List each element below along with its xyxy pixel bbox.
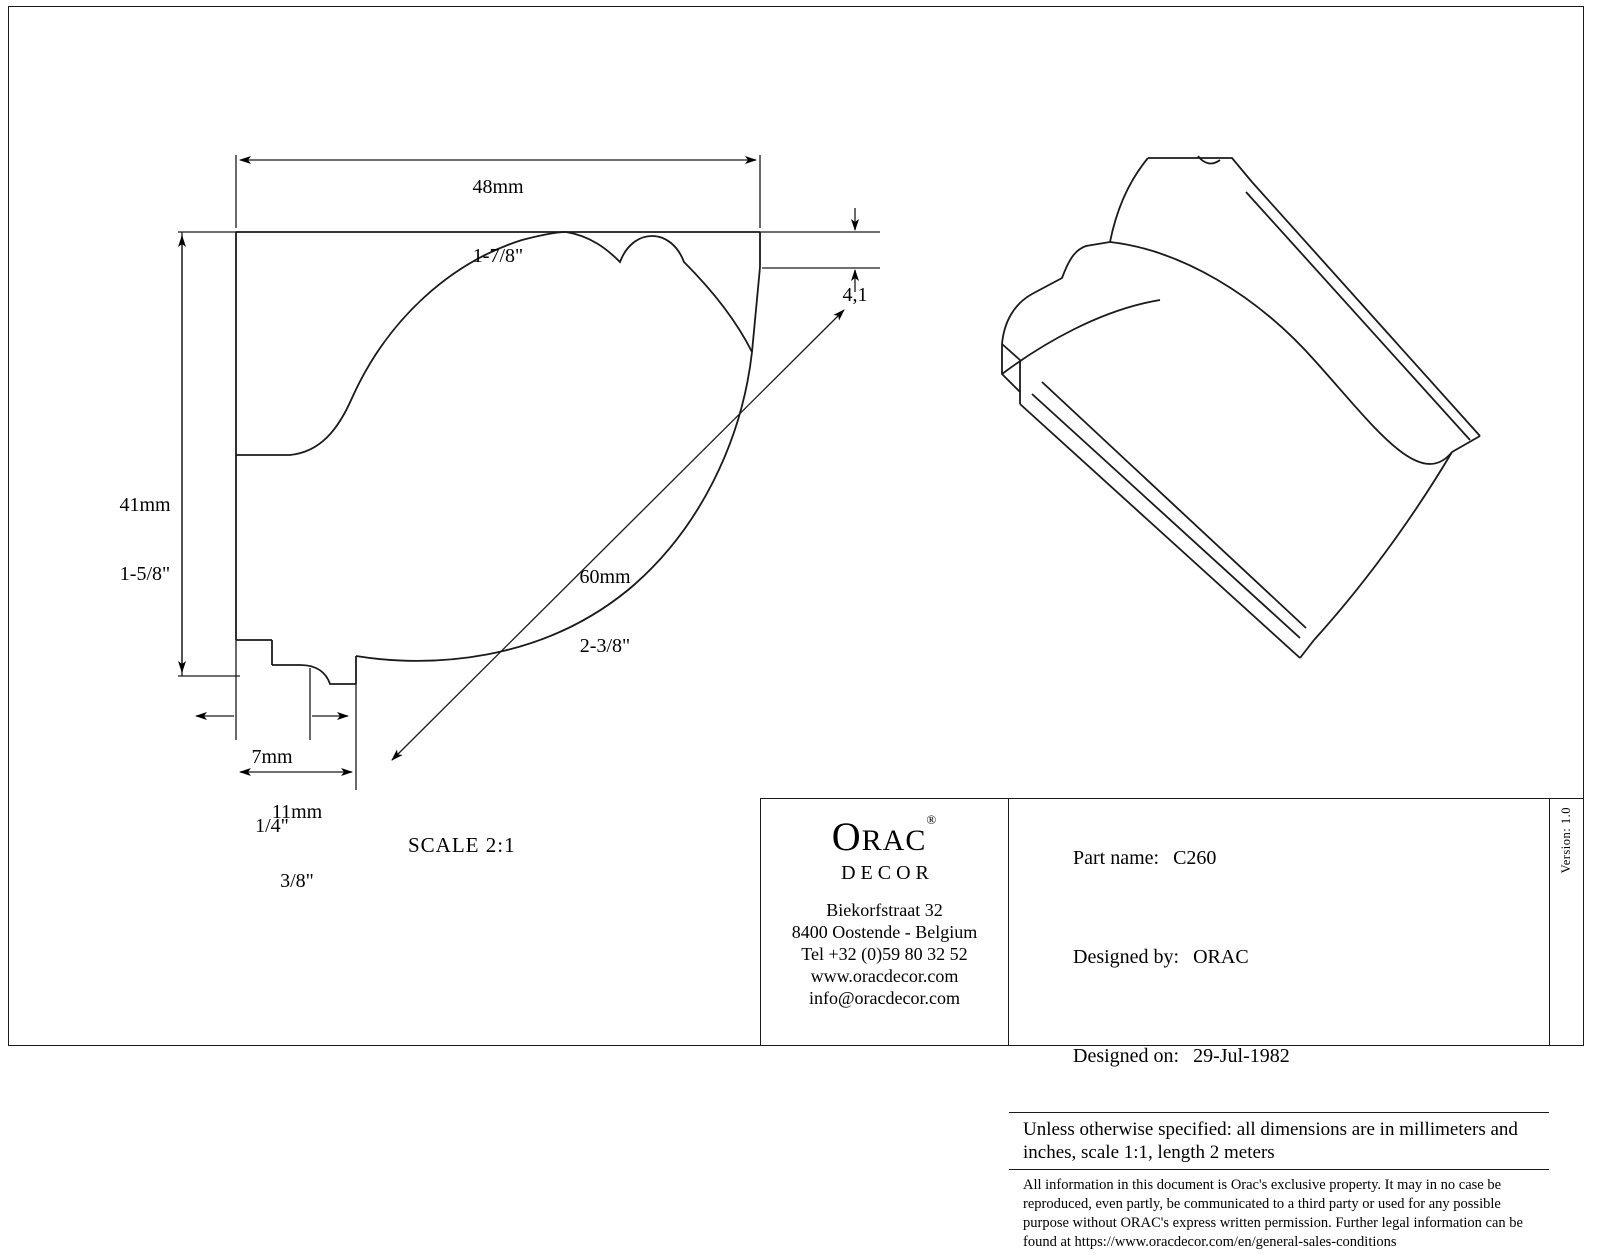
- website-link[interactable]: www.oracdecor.com: [810, 966, 959, 986]
- address-line-3: Tel +32 (0)59 80 32 52: [801, 944, 968, 964]
- field-designed-by-label: Designed by:: [1073, 946, 1180, 968]
- dimension-label-11mm: [238, 755, 356, 939]
- logo-letters-rac: RAC: [861, 824, 927, 857]
- dimension-48mm-inch: 1-7/8": [472, 245, 524, 267]
- company-address: [792, 899, 977, 1009]
- dimension-7mm-mm: 7mm: [251, 746, 293, 768]
- dimension-11mm-mm: 11mm: [271, 801, 323, 823]
- field-part-name-label: Part name:: [1073, 847, 1160, 869]
- dimension-7mm-inch: 1/4": [255, 815, 289, 837]
- dimension-41mm-inch: 1-5/8": [119, 563, 171, 585]
- dimension-label-41mm: [96, 448, 194, 632]
- logo-letter-o: O: [831, 814, 862, 859]
- dimension-label-48mm: [424, 130, 572, 314]
- isometric-view: [1002, 156, 1480, 658]
- field-designed-on-label: Designed on:: [1073, 1045, 1180, 1067]
- dimension-4-1-mm: 4,1: [842, 284, 868, 306]
- address-line-2: 8400 Oostende - Belgium: [791, 922, 978, 942]
- version-label: Version: 1.0: [1559, 807, 1573, 874]
- field-designed-on: [1023, 1007, 1549, 1106]
- title-block: [760, 798, 1584, 1250]
- registered-trademark-icon: ®: [926, 811, 938, 827]
- email-link[interactable]: info@oracdecor.com: [808, 988, 960, 1008]
- dimension-60mm-mm: 60mm: [579, 566, 631, 588]
- dimension-60mm-inch: 2-3/8": [579, 635, 631, 657]
- part-fields: [1009, 799, 1549, 1113]
- field-part-name-value: C260: [1173, 847, 1217, 869]
- part-info-cell: [1009, 799, 1549, 1250]
- field-designed-by: [1023, 908, 1549, 1007]
- dimension-label-60mm: [540, 520, 670, 704]
- field-designed-by-value: ORAC: [1193, 946, 1249, 968]
- legal-notice: All information in this document is Orac's exclusive property. It may in no case be reproduced, even partly, be communicated to a third party or used for any possible purpose without ORAC's express written permission. Further legal information can be found at https://www.oracdecor.com/en/general-sales-conditions: [1023, 1177, 1523, 1250]
- specification-note: Unless otherwise specified: all dimensions are in millimeters and inches, scale 1:1, length 2 meters: [1009, 1113, 1549, 1170]
- field-part-name: [1023, 809, 1549, 908]
- orac-logo: [832, 813, 937, 860]
- dimension-48mm-mm: 48mm: [472, 176, 524, 198]
- version-cell: [1549, 799, 1583, 1045]
- company-logo-cell: [761, 799, 1009, 1045]
- logo-subtitle: DECOR: [841, 862, 934, 884]
- address-line-1: Biekorfstraat 32: [826, 900, 943, 920]
- field-designed-on-value: 29-Jul-1982: [1193, 1045, 1290, 1067]
- dimension-41mm-mm: 41mm: [119, 494, 171, 516]
- dimension-label-4-1: [812, 238, 898, 353]
- dimension-11mm-inch: 3/8": [280, 870, 314, 892]
- scale-label: SCALE 2:1: [408, 833, 516, 857]
